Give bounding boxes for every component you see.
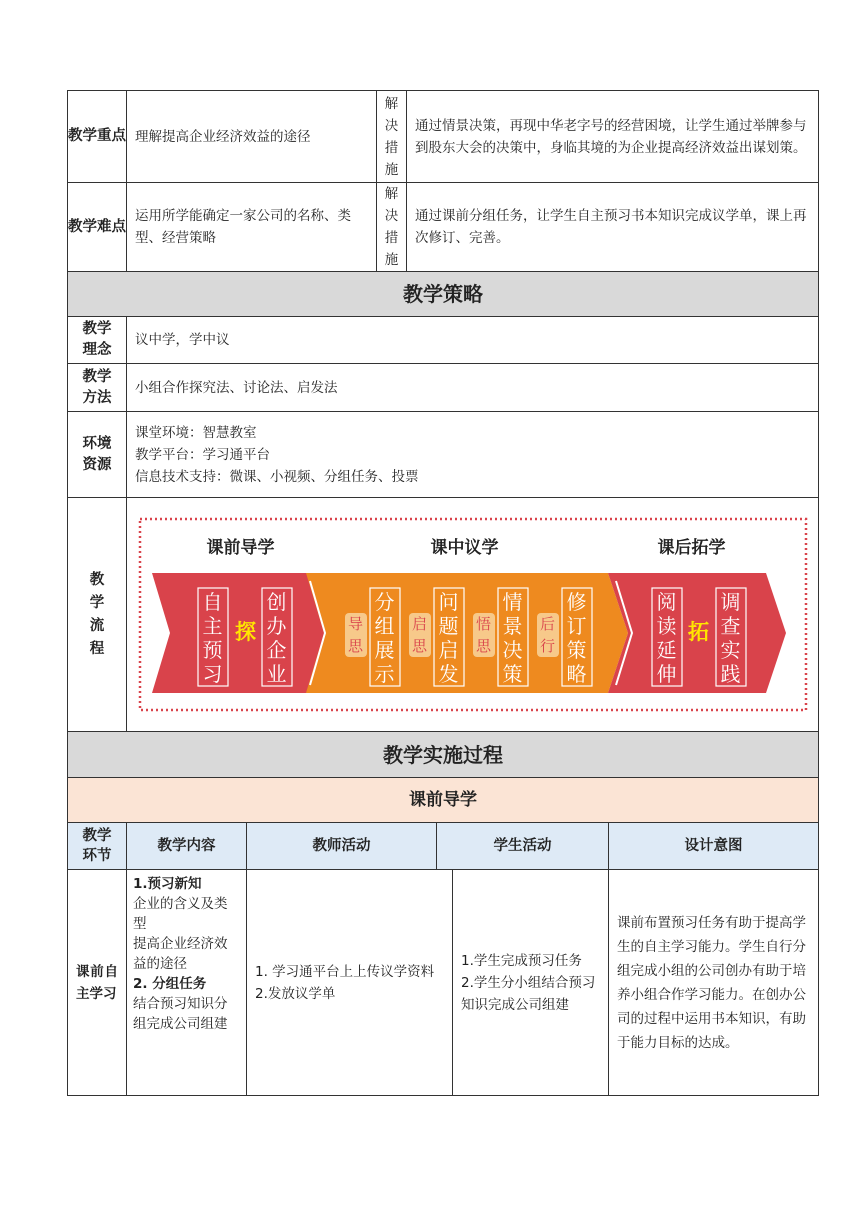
key-point-measure: 通过情景决策，再现中华老字号的经营困境，让学生通过举牌参与到股东大会的决策中，身临其境的为企业提高经济效益出谋划策。 bbox=[407, 91, 819, 183]
concept-label: 教学理念 bbox=[68, 317, 127, 364]
flow-cell bbox=[127, 498, 819, 732]
difficulty-measure: 通过课前分组任务，让学生自主预习书本知识完成议学单，课上再次修订、完善。 bbox=[407, 183, 819, 272]
concept-row bbox=[68, 317, 819, 364]
post-center: 拓 bbox=[688, 620, 709, 644]
pre-item: 自主预习 bbox=[202, 590, 223, 686]
mid-side: 导思 bbox=[347, 615, 363, 655]
header-teacher: 教师活动 bbox=[247, 823, 437, 869]
key-point-measure-label: 解决措施 bbox=[377, 91, 407, 183]
process-title: 教学实施过程 bbox=[68, 732, 819, 778]
key-point-row bbox=[68, 91, 819, 183]
mid-main: 修订策略 bbox=[566, 590, 587, 686]
strategy-title: 教学策略 bbox=[68, 272, 819, 317]
difficulty-measure-label: 解决措施 bbox=[377, 183, 407, 272]
mid-side: 启思 bbox=[411, 615, 427, 655]
method-label: 教学方法 bbox=[68, 364, 127, 412]
environment-row bbox=[68, 412, 819, 498]
student-cell bbox=[453, 870, 609, 1095]
difficulty-content: 运用所学能确定一家公司的名称、类型、经营策略 bbox=[127, 183, 377, 272]
post-item: 阅读延伸 bbox=[656, 590, 677, 686]
process-row bbox=[68, 870, 819, 1096]
flow-row bbox=[68, 498, 819, 732]
stage-label: 课后拓学 bbox=[657, 538, 726, 558]
header-student: 学生活动 bbox=[437, 823, 609, 869]
header-intent: 设计意图 bbox=[609, 823, 819, 870]
content-line: 提高企业经济效益的途径 bbox=[133, 936, 228, 972]
content-line: 企业的含义及类型 bbox=[133, 896, 228, 932]
environment-line: 教学平台：学习通平台 bbox=[135, 446, 270, 463]
process-header-row bbox=[68, 823, 819, 870]
teacher-cell bbox=[247, 870, 453, 1095]
flow-diagram bbox=[138, 517, 808, 712]
method-row bbox=[68, 364, 819, 412]
content-line: 结合预习知识分组完成公司组建 bbox=[133, 996, 228, 1032]
header-content: 教学内容 bbox=[127, 823, 247, 870]
mid-main: 问题启发 bbox=[438, 590, 459, 686]
key-point-label: 教学重点 bbox=[68, 91, 127, 183]
environment-value bbox=[127, 412, 819, 498]
mid-side: 后行 bbox=[539, 615, 555, 655]
environment-line: 信息技术支持：微课、小视频、分组任务、投票 bbox=[135, 468, 419, 485]
lesson-plan-table bbox=[67, 90, 818, 1096]
mid-main: 分组展示 bbox=[374, 590, 395, 686]
content-cell bbox=[127, 870, 247, 1096]
pre-item: 创办企业 bbox=[266, 590, 287, 686]
difficulty-label: 教学难点 bbox=[68, 183, 127, 272]
key-point-content: 理解提高企业经济效益的途径 bbox=[127, 91, 377, 183]
concept-value: 议中学，学中议 bbox=[127, 317, 819, 364]
header-stage: 教学环节 bbox=[68, 823, 127, 870]
post-item: 调查实践 bbox=[720, 590, 741, 686]
content-line: 1.预习新知 bbox=[133, 876, 202, 892]
teacher-line: 1. 学习通平台上上传议学资料 bbox=[255, 963, 435, 980]
activity-cell bbox=[247, 870, 609, 1096]
intent-cell: 课前布置预习任务有助于提高学生的自主学习能力。学生自行分组完成小组的公司创办有助于培养小组合作学习能力。在创办公司的过程中运用书本知识，有助于能力目标的达成。 bbox=[609, 870, 819, 1096]
pre-center: 探 bbox=[235, 620, 256, 644]
teacher-line: 2.发放议学单 bbox=[255, 985, 336, 1002]
environment-label: 环境资源 bbox=[68, 412, 127, 498]
header-teacher-student bbox=[247, 823, 609, 870]
difficulty-row bbox=[68, 183, 819, 272]
process-subtitle: 课前导学 bbox=[68, 778, 819, 823]
content-line: 2. 分组任务 bbox=[133, 976, 207, 992]
stage-cell: 课前自主学习 bbox=[68, 870, 127, 1096]
stage-label: 课中议学 bbox=[430, 538, 499, 558]
environment-line: 课堂环境：智慧教室 bbox=[135, 424, 257, 441]
student-line: 2.学生分小组结合预习知识完成公司组建 bbox=[461, 974, 596, 1013]
stage-label: 课前导学 bbox=[206, 538, 275, 558]
mid-side: 悟思 bbox=[475, 615, 491, 655]
student-line: 1.学生完成预习任务 bbox=[461, 952, 582, 969]
flow-label: 教学流程 bbox=[68, 498, 127, 732]
mid-main: 情景决策 bbox=[502, 590, 523, 686]
method-value: 小组合作探究法、讨论法、启发法 bbox=[127, 364, 819, 412]
